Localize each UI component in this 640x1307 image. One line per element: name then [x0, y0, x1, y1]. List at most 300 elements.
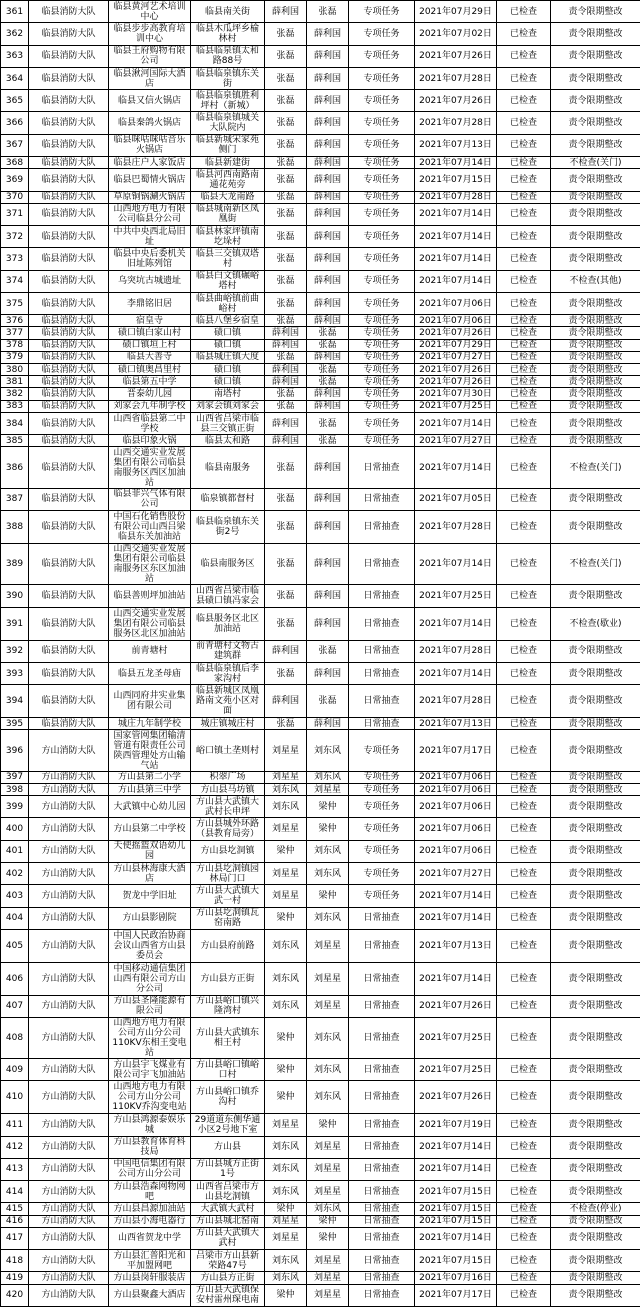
inspector-cell: 张磊: [265, 203, 307, 225]
row-number-cell: 361: [1, 1, 29, 23]
unit-name-cell: 草原铜锅涮火锅店: [109, 191, 191, 203]
result-cell: 责令限期整改: [551, 818, 640, 840]
brigade-cell: 临县消防大队: [29, 400, 109, 412]
co-inspector-cell: 梁仲: [307, 796, 349, 818]
status-cell: 已检查: [497, 1215, 551, 1227]
date-cell: 2021年07月27日: [415, 863, 497, 885]
co-inspector-cell: 刘星星: [307, 995, 349, 1017]
date-cell: 2021年07月02日: [415, 23, 497, 45]
inspector-cell: 梁仲: [265, 1018, 307, 1059]
table-row: [1, 315, 640, 327]
result-cell: 责令限期整改: [551, 885, 640, 907]
date-cell: 2021年07月26日: [415, 90, 497, 112]
result-cell: 责令限期整改: [551, 23, 640, 45]
address-cell: 方山县大武镇大 武村长申坪: [191, 796, 265, 818]
inspector-cell: 张磊: [265, 544, 307, 585]
table-row: [1, 1, 640, 23]
brigade-cell: 临县消防大队: [29, 435, 109, 447]
address-cell: 29道道东侧华通 小区2号地下室: [191, 1114, 265, 1136]
result-cell: 责令限期整改: [551, 685, 640, 718]
co-inspector-cell: 刘星星: [307, 962, 349, 995]
row-number-cell: 417: [1, 1227, 29, 1249]
address-cell: 临县临泉镇东关 街2号: [191, 511, 265, 544]
row-number-cell: 420: [1, 1284, 29, 1306]
co-inspector-cell: 刘星星: [307, 929, 349, 962]
table-body: [1, 1, 640, 1307]
table-row: [1, 203, 640, 225]
brigade-cell: 临县消防大队: [29, 718, 109, 730]
address-cell: 临县太和路: [191, 435, 265, 447]
task-type-cell: 专项任务: [349, 351, 415, 363]
brigade-cell: 临县消防大队: [29, 585, 109, 607]
co-inspector-cell: 梁仲: [307, 1215, 349, 1227]
brigade-cell: 临县消防大队: [29, 203, 109, 225]
unit-name-cell: 方山县昌源加油站: [109, 1203, 191, 1215]
result-cell: 责令限期整改: [551, 718, 640, 730]
unit-name-cell: 刘家会九年制学校: [109, 400, 191, 412]
unit-name-cell: 方山县宇飞煤业有 限公司宇飞加油站: [109, 1059, 191, 1081]
table-row: [1, 435, 640, 447]
result-cell: 责令限期整改: [551, 376, 640, 388]
date-cell: 2021年07月15日: [415, 1203, 497, 1215]
inspector-cell: 刘星星: [265, 885, 307, 907]
address-cell: 方山县方正街: [191, 962, 265, 995]
co-inspector-cell: 刘东风: [307, 863, 349, 885]
unit-name-cell: 临县中央后委机关 旧址陈列馆: [109, 248, 191, 270]
table-row: [1, 1215, 640, 1227]
result-cell: 责令限期整改: [551, 315, 640, 327]
table-row: [1, 248, 640, 270]
co-inspector-cell: 薛利国: [307, 511, 349, 544]
row-number-cell: 412: [1, 1136, 29, 1158]
date-cell: 2021年07月17日: [415, 730, 497, 771]
result-cell: 责令限期整改: [551, 929, 640, 962]
co-inspector-cell: 张磊: [307, 327, 349, 339]
address-cell: 临县八堡乡宿皇: [191, 315, 265, 327]
inspector-cell: 张磊: [265, 112, 307, 134]
task-type-cell: 专项任务: [349, 771, 415, 783]
result-cell: 责令限期整改: [551, 1114, 640, 1136]
task-type-cell: 专项任务: [349, 90, 415, 112]
task-type-cell: 专项任务: [349, 388, 415, 400]
status-cell: 已检查: [497, 929, 551, 962]
date-cell: 2021年07月28日: [415, 112, 497, 134]
result-cell: 责令限期整改: [551, 863, 640, 885]
brigade-cell: 方山消防大队: [29, 1284, 109, 1306]
status-cell: 已检查: [497, 718, 551, 730]
co-inspector-cell: 薛利国: [307, 169, 349, 191]
unit-name-cell: 大武镇中心幼儿园: [109, 796, 191, 818]
task-type-cell: 专项任务: [349, 818, 415, 840]
task-type-cell: 日常抽查: [349, 1158, 415, 1180]
unit-name-cell: 山西地方电力有限 公司方山分公司 110KV东相王变电站: [109, 1018, 191, 1059]
address-cell: 碛口镇: [191, 364, 265, 376]
inspector-cell: 张磊: [265, 585, 307, 607]
task-type-cell: 日常抽查: [349, 1203, 415, 1215]
unit-name-cell: 临县五龙圣母庙: [109, 662, 191, 684]
inspector-cell: 薛利国: [265, 327, 307, 339]
brigade-cell: 临县消防大队: [29, 134, 109, 156]
row-number-cell: 383: [1, 400, 29, 412]
task-type-cell: 专项任务: [349, 1, 415, 23]
result-cell: 责令限期整改: [551, 1250, 640, 1272]
row-number-cell: 403: [1, 885, 29, 907]
address-cell: 刘家会镇刘家会: [191, 400, 265, 412]
status-cell: 已检查: [497, 488, 551, 510]
table-row: [1, 907, 640, 929]
brigade-cell: 临县消防大队: [29, 292, 109, 314]
table-row: [1, 226, 640, 248]
task-type-cell: 日常抽查: [349, 1227, 415, 1249]
status-cell: 已检查: [497, 1136, 551, 1158]
result-cell: 责令限期整改: [551, 327, 640, 339]
result-cell: 不检查(停业): [551, 1203, 640, 1215]
co-inspector-cell: 薛利国: [307, 315, 349, 327]
task-type-cell: 日常抽查: [349, 1215, 415, 1227]
inspector-cell: 张磊: [265, 315, 307, 327]
date-cell: 2021年07月14日: [415, 907, 497, 929]
table-row: [1, 376, 640, 388]
task-type-cell: 专项任务: [349, 730, 415, 771]
date-cell: 2021年07月26日: [415, 995, 497, 1017]
inspector-cell: 张磊: [265, 90, 307, 112]
address-cell: 城庄镇城庄村: [191, 718, 265, 730]
task-type-cell: 专项任务: [349, 203, 415, 225]
result-cell: 责令限期整改: [551, 662, 640, 684]
brigade-cell: 临县消防大队: [29, 248, 109, 270]
row-number-cell: 389: [1, 544, 29, 585]
table-row: [1, 169, 640, 191]
co-inspector-cell: 刘星星: [307, 1136, 349, 1158]
row-number-cell: 390: [1, 585, 29, 607]
inspector-cell: 刘星星: [265, 771, 307, 783]
brigade-cell: 方山消防大队: [29, 962, 109, 995]
table-row: [1, 1018, 640, 1059]
task-type-cell: 日常抽查: [349, 1059, 415, 1081]
brigade-cell: 方山消防大队: [29, 1018, 109, 1059]
status-cell: 已检查: [497, 90, 551, 112]
task-type-cell: 专项任务: [349, 339, 415, 351]
unit-name-cell: 临县第五中学: [109, 376, 191, 388]
task-type-cell: 日常抽查: [349, 511, 415, 544]
address-cell: 方山县城外环路 （县教育局旁）: [191, 818, 265, 840]
date-cell: 2021年07月27日: [415, 435, 497, 447]
inspector-cell: 刘星星: [265, 818, 307, 840]
status-cell: 已检查: [497, 640, 551, 662]
brigade-cell: 方山消防大队: [29, 771, 109, 783]
co-inspector-cell: 张磊: [307, 685, 349, 718]
result-cell: 责令限期整改: [551, 1181, 640, 1203]
table-row: [1, 662, 640, 684]
co-inspector-cell: 张磊: [307, 1, 349, 23]
address-cell: 大武镇大武村: [191, 1203, 265, 1215]
status-cell: 已检查: [497, 67, 551, 89]
brigade-cell: 临县消防大队: [29, 364, 109, 376]
co-inspector-cell: 刘星星: [307, 1272, 349, 1284]
row-number-cell: 382: [1, 388, 29, 400]
task-type-cell: 日常抽查: [349, 929, 415, 962]
status-cell: 已检查: [497, 1158, 551, 1180]
co-inspector-cell: 张磊: [307, 435, 349, 447]
row-number-cell: 414: [1, 1181, 29, 1203]
date-cell: 2021年07月28日: [415, 511, 497, 544]
task-type-cell: 专项任务: [349, 863, 415, 885]
brigade-cell: 方山消防大队: [29, 885, 109, 907]
result-cell: 责令限期整改: [551, 1215, 640, 1227]
task-type-cell: 专项任务: [349, 783, 415, 795]
status-cell: 已检查: [497, 376, 551, 388]
address-cell: 临县河西南路南 通花苑旁: [191, 169, 265, 191]
inspector-cell: 张磊: [265, 67, 307, 89]
date-cell: 2021年07月26日: [415, 327, 497, 339]
address-cell: 临县林家坪镇南 圪垛村: [191, 226, 265, 248]
unit-name-cell: 李鼎铭旧居: [109, 292, 191, 314]
co-inspector-cell: 刘东风: [307, 840, 349, 862]
inspector-cell: 梁仲: [265, 1203, 307, 1215]
row-number-cell: 387: [1, 488, 29, 510]
task-type-cell: 日常抽查: [349, 662, 415, 684]
result-cell: 责令限期整改: [551, 1059, 640, 1081]
task-type-cell: 日常抽查: [349, 1081, 415, 1114]
result-cell: 不检查(关门): [551, 157, 640, 169]
row-number-cell: 399: [1, 796, 29, 818]
inspector-cell: 张磊: [265, 169, 307, 191]
row-number-cell: 401: [1, 840, 29, 862]
table-row: [1, 67, 640, 89]
row-number-cell: 373: [1, 248, 29, 270]
inspector-cell: 梁仲: [265, 907, 307, 929]
date-cell: 2021年07月14日: [415, 1158, 497, 1180]
task-type-cell: 专项任务: [349, 226, 415, 248]
unit-name-cell: 临县步步高教育培 训中心: [109, 23, 191, 45]
date-cell: 2021年07月06日: [415, 783, 497, 795]
table-row: [1, 1250, 640, 1272]
task-type-cell: 专项任务: [349, 270, 415, 292]
unit-name-cell: 方山县圣隆能源有 限公司: [109, 995, 191, 1017]
address-cell: 方山县城方正街 1号: [191, 1158, 265, 1180]
status-cell: 已检查: [497, 607, 551, 640]
address-cell: 临县三交镇双塔 村: [191, 248, 265, 270]
status-cell: 已检查: [497, 45, 551, 67]
inspector-cell: 薛利国: [265, 435, 307, 447]
address-cell: 方山县峪口镇兴 隆湾村: [191, 995, 265, 1017]
unit-name-cell: 临县黄河艺术培训 中心: [109, 1, 191, 23]
address-cell: 方山县峪口镇乔 沟村: [191, 1081, 265, 1114]
address-cell: 山西省吕梁市方 山县圪洞镇: [191, 1181, 265, 1203]
row-number-cell: 410: [1, 1081, 29, 1114]
result-cell: 责令限期整改: [551, 840, 640, 862]
address-cell: 方山县大武镇保 安村雷州琛电南: [191, 1284, 265, 1306]
co-inspector-cell: 薛利国: [307, 488, 349, 510]
status-cell: 已检查: [497, 863, 551, 885]
row-number-cell: 384: [1, 412, 29, 434]
result-cell: 责令限期整改: [551, 1227, 640, 1249]
row-number-cell: 386: [1, 447, 29, 488]
result-cell: 不检查(关门): [551, 447, 640, 488]
task-type-cell: 日常抽查: [349, 640, 415, 662]
date-cell: 2021年07月25日: [415, 1018, 497, 1059]
status-cell: 已检查: [497, 544, 551, 585]
unit-name-cell: 中国电信集团有限 公司方山分公司: [109, 1158, 191, 1180]
brigade-cell: 临县消防大队: [29, 112, 109, 134]
unit-name-cell: 山西省临县第二中 学校: [109, 412, 191, 434]
co-inspector-cell: 薛利国: [307, 45, 349, 67]
inspector-cell: 刘东风: [265, 1181, 307, 1203]
table-row: [1, 412, 640, 434]
result-cell: 责令限期整改: [551, 1136, 640, 1158]
inspector-cell: 张磊: [265, 511, 307, 544]
table-row: [1, 1284, 640, 1306]
result-cell: 责令限期整改: [551, 1284, 640, 1306]
unit-name-cell: 山西地方电力有限 公司方山分公司 110KV乔沟变电站: [109, 1081, 191, 1114]
date-cell: 2021年07月15日: [415, 1181, 497, 1203]
brigade-cell: 方山消防大队: [29, 1215, 109, 1227]
status-cell: 已检查: [497, 796, 551, 818]
table-row: [1, 447, 640, 488]
co-inspector-cell: 张磊: [307, 339, 349, 351]
brigade-cell: 方山消防大队: [29, 1250, 109, 1272]
status-cell: 已检查: [497, 585, 551, 607]
date-cell: 2021年07月06日: [415, 315, 497, 327]
address-cell: 临县南服务区: [191, 544, 265, 585]
address-cell: 方山县大武镇大 武一村: [191, 885, 265, 907]
address-cell: 临县临泉镇太和 路88号: [191, 45, 265, 67]
inspector-cell: 刘东风: [265, 995, 307, 1017]
co-inspector-cell: 薛利国: [307, 607, 349, 640]
status-cell: 已检查: [497, 447, 551, 488]
address-cell: 临县临泉镇后李 家沟村: [191, 662, 265, 684]
date-cell: 2021年07月19日: [415, 1114, 497, 1136]
address-cell: 方山县: [191, 1136, 265, 1158]
table-row: [1, 585, 640, 607]
brigade-cell: 方山消防大队: [29, 730, 109, 771]
status-cell: 已检查: [497, 364, 551, 376]
task-type-cell: 专项任务: [349, 67, 415, 89]
table-row: [1, 929, 640, 962]
address-cell: 吕梁市方山县新 荣路47号: [191, 1250, 265, 1272]
result-cell: 责令限期整改: [551, 796, 640, 818]
address-cell: 临泉镇都督村: [191, 488, 265, 510]
date-cell: 2021年07月06日: [415, 840, 497, 862]
task-type-cell: 专项任务: [349, 327, 415, 339]
status-cell: 已检查: [497, 1081, 551, 1114]
address-cell: 方山县大武镇大 武村: [191, 1227, 265, 1249]
unit-name-cell: 碛口镇白家山村: [109, 327, 191, 339]
date-cell: 2021年07月06日: [415, 771, 497, 783]
result-cell: 责令限期整改: [551, 1158, 640, 1180]
address-cell: 临县临泉镇城关 大队院内: [191, 112, 265, 134]
inspector-cell: 张磊: [265, 607, 307, 640]
status-cell: 已检查: [497, 315, 551, 327]
row-number-cell: 377: [1, 327, 29, 339]
co-inspector-cell: 薛利国: [307, 67, 349, 89]
status-cell: 已检查: [497, 1284, 551, 1306]
inspector-cell: 刘星星: [265, 730, 307, 771]
status-cell: 已检查: [497, 435, 551, 447]
table-row: [1, 339, 640, 351]
inspector-cell: 张磊: [265, 447, 307, 488]
brigade-cell: 临县消防大队: [29, 662, 109, 684]
unit-name-cell: 山西同府井实业集 团有限公司: [109, 685, 191, 718]
unit-name-cell: 山西省贺龙中学: [109, 1227, 191, 1249]
date-cell: 2021年07月29日: [415, 339, 497, 351]
unit-name-cell: 碛口镇奥昌里村: [109, 364, 191, 376]
task-type-cell: 日常抽查: [349, 962, 415, 995]
co-inspector-cell: 薛利国: [307, 585, 349, 607]
unit-name-cell: 临县巴蜀情火锅店: [109, 169, 191, 191]
unit-name-cell: 临县王府购物有限 公司: [109, 45, 191, 67]
address-cell: 峪口镇土垄则村: [191, 730, 265, 771]
unit-name-cell: 山西交通实业发展 集团有限公司临县 南服务区东区加油 站: [109, 544, 191, 585]
brigade-cell: 临县消防大队: [29, 67, 109, 89]
co-inspector-cell: 张磊: [307, 640, 349, 662]
brigade-cell: 临县消防大队: [29, 511, 109, 544]
result-cell: 责令限期整改: [551, 771, 640, 783]
table-row: [1, 863, 640, 885]
date-cell: 2021年07月13日: [415, 929, 497, 962]
brigade-cell: 临县消防大队: [29, 447, 109, 488]
row-number-cell: 394: [1, 685, 29, 718]
task-type-cell: 日常抽查: [349, 1250, 415, 1272]
table-row: [1, 511, 640, 544]
inspector-cell: 刘星星: [265, 863, 307, 885]
result-cell: 责令限期整改: [551, 248, 640, 270]
inspector-cell: 张磊: [265, 662, 307, 684]
unit-name-cell: 方山县浩森网物网 吧: [109, 1181, 191, 1203]
result-cell: 责令限期整改: [551, 907, 640, 929]
table-row: [1, 90, 640, 112]
date-cell: 2021年07月14日: [415, 544, 497, 585]
status-cell: 已检查: [497, 23, 551, 45]
brigade-cell: 临县消防大队: [29, 157, 109, 169]
row-number-cell: 408: [1, 1018, 29, 1059]
result-cell: 责令限期整改: [551, 995, 640, 1017]
table-row: [1, 1081, 640, 1114]
task-type-cell: 日常抽查: [349, 1114, 415, 1136]
unit-name-cell: 临县秦鸽火锅店: [109, 112, 191, 134]
unit-name-cell: 方山县第三中学: [109, 783, 191, 795]
inspector-cell: 刘东风: [265, 962, 307, 995]
brigade-cell: 临县消防大队: [29, 1, 109, 23]
task-type-cell: 专项任务: [349, 364, 415, 376]
inspector-cell: 刘星星: [265, 1114, 307, 1136]
inspector-cell: 梁仲: [265, 1081, 307, 1114]
brigade-cell: 方山消防大队: [29, 1114, 109, 1136]
brigade-cell: 方山消防大队: [29, 1158, 109, 1180]
address-cell: 方山县圪洞镇: [191, 840, 265, 862]
co-inspector-cell: 梁仲: [307, 818, 349, 840]
date-cell: 2021年07月15日: [415, 169, 497, 191]
brigade-cell: 临县消防大队: [29, 376, 109, 388]
status-cell: 已检查: [497, 134, 551, 156]
status-cell: 已检查: [497, 907, 551, 929]
brigade-cell: 临县消防大队: [29, 488, 109, 510]
inspector-cell: 薛利国: [265, 376, 307, 388]
date-cell: 2021年07月05日: [415, 488, 497, 510]
brigade-cell: 方山消防大队: [29, 1272, 109, 1284]
task-type-cell: 专项任务: [349, 796, 415, 818]
address-cell: 方山县方正街: [191, 1272, 265, 1284]
unit-name-cell: 贺龙中学旧址: [109, 885, 191, 907]
status-cell: 已检查: [497, 112, 551, 134]
co-inspector-cell: 梁仲: [307, 1227, 349, 1249]
date-cell: 2021年07月29日: [415, 1, 497, 23]
task-type-cell: 专项任务: [349, 45, 415, 67]
co-inspector-cell: 薛利国: [307, 248, 349, 270]
row-number-cell: 402: [1, 863, 29, 885]
brigade-cell: 方山消防大队: [29, 1203, 109, 1215]
brigade-cell: 方山消防大队: [29, 1059, 109, 1081]
